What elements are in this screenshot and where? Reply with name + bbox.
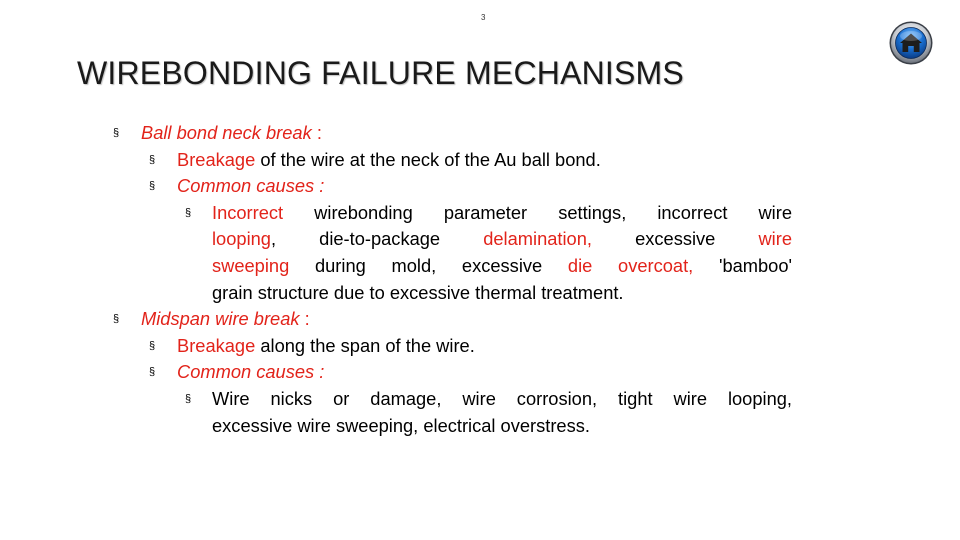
causes-line: excessive wire sweeping, electrical overstress. [212, 414, 590, 436]
section-point: Breakage of the wire at the neck of the Au ball bond. [177, 148, 601, 170]
causes-line: Incorrect wirebonding parameter settings, incorrect wire [212, 201, 792, 223]
causes-label: Common causes : [177, 361, 325, 383]
causes-label: Common causes : [177, 175, 325, 197]
causes-line: grain structure due to excessive thermal treatment. [212, 281, 624, 303]
section-heading: Ball bond neck break : [141, 122, 322, 143]
home-button[interactable] [889, 21, 933, 65]
bullet-icon: § [149, 153, 156, 166]
causes-line: looping, die-to-package delamination, excessive wire [212, 228, 792, 250]
bullet-icon: § [113, 313, 120, 326]
causes-paragraph [212, 386, 792, 439]
bullet-icon: § [149, 366, 156, 379]
causes-paragraph [212, 200, 792, 306]
bullet-icon: § [149, 180, 156, 193]
slide-title: WIREBONDING FAILURE MECHANISMS [77, 55, 684, 91]
bullet-icon: § [185, 393, 192, 405]
page-number: 3 [481, 13, 486, 22]
section-heading: Midspan wire break : [141, 308, 310, 330]
bullet-icon: § [185, 206, 192, 219]
causes-line: sweeping during mold, excessive die overcoat, 'bamboo' [212, 254, 792, 276]
causes-line: Wire nicks or damage, wire corrosion, tight wire looping, [212, 388, 792, 409]
bullet-icon: § [149, 339, 156, 352]
section-point: Breakage along the span of the wire. [177, 334, 475, 356]
bullet-icon: § [113, 127, 120, 139]
home-icon [889, 21, 933, 65]
